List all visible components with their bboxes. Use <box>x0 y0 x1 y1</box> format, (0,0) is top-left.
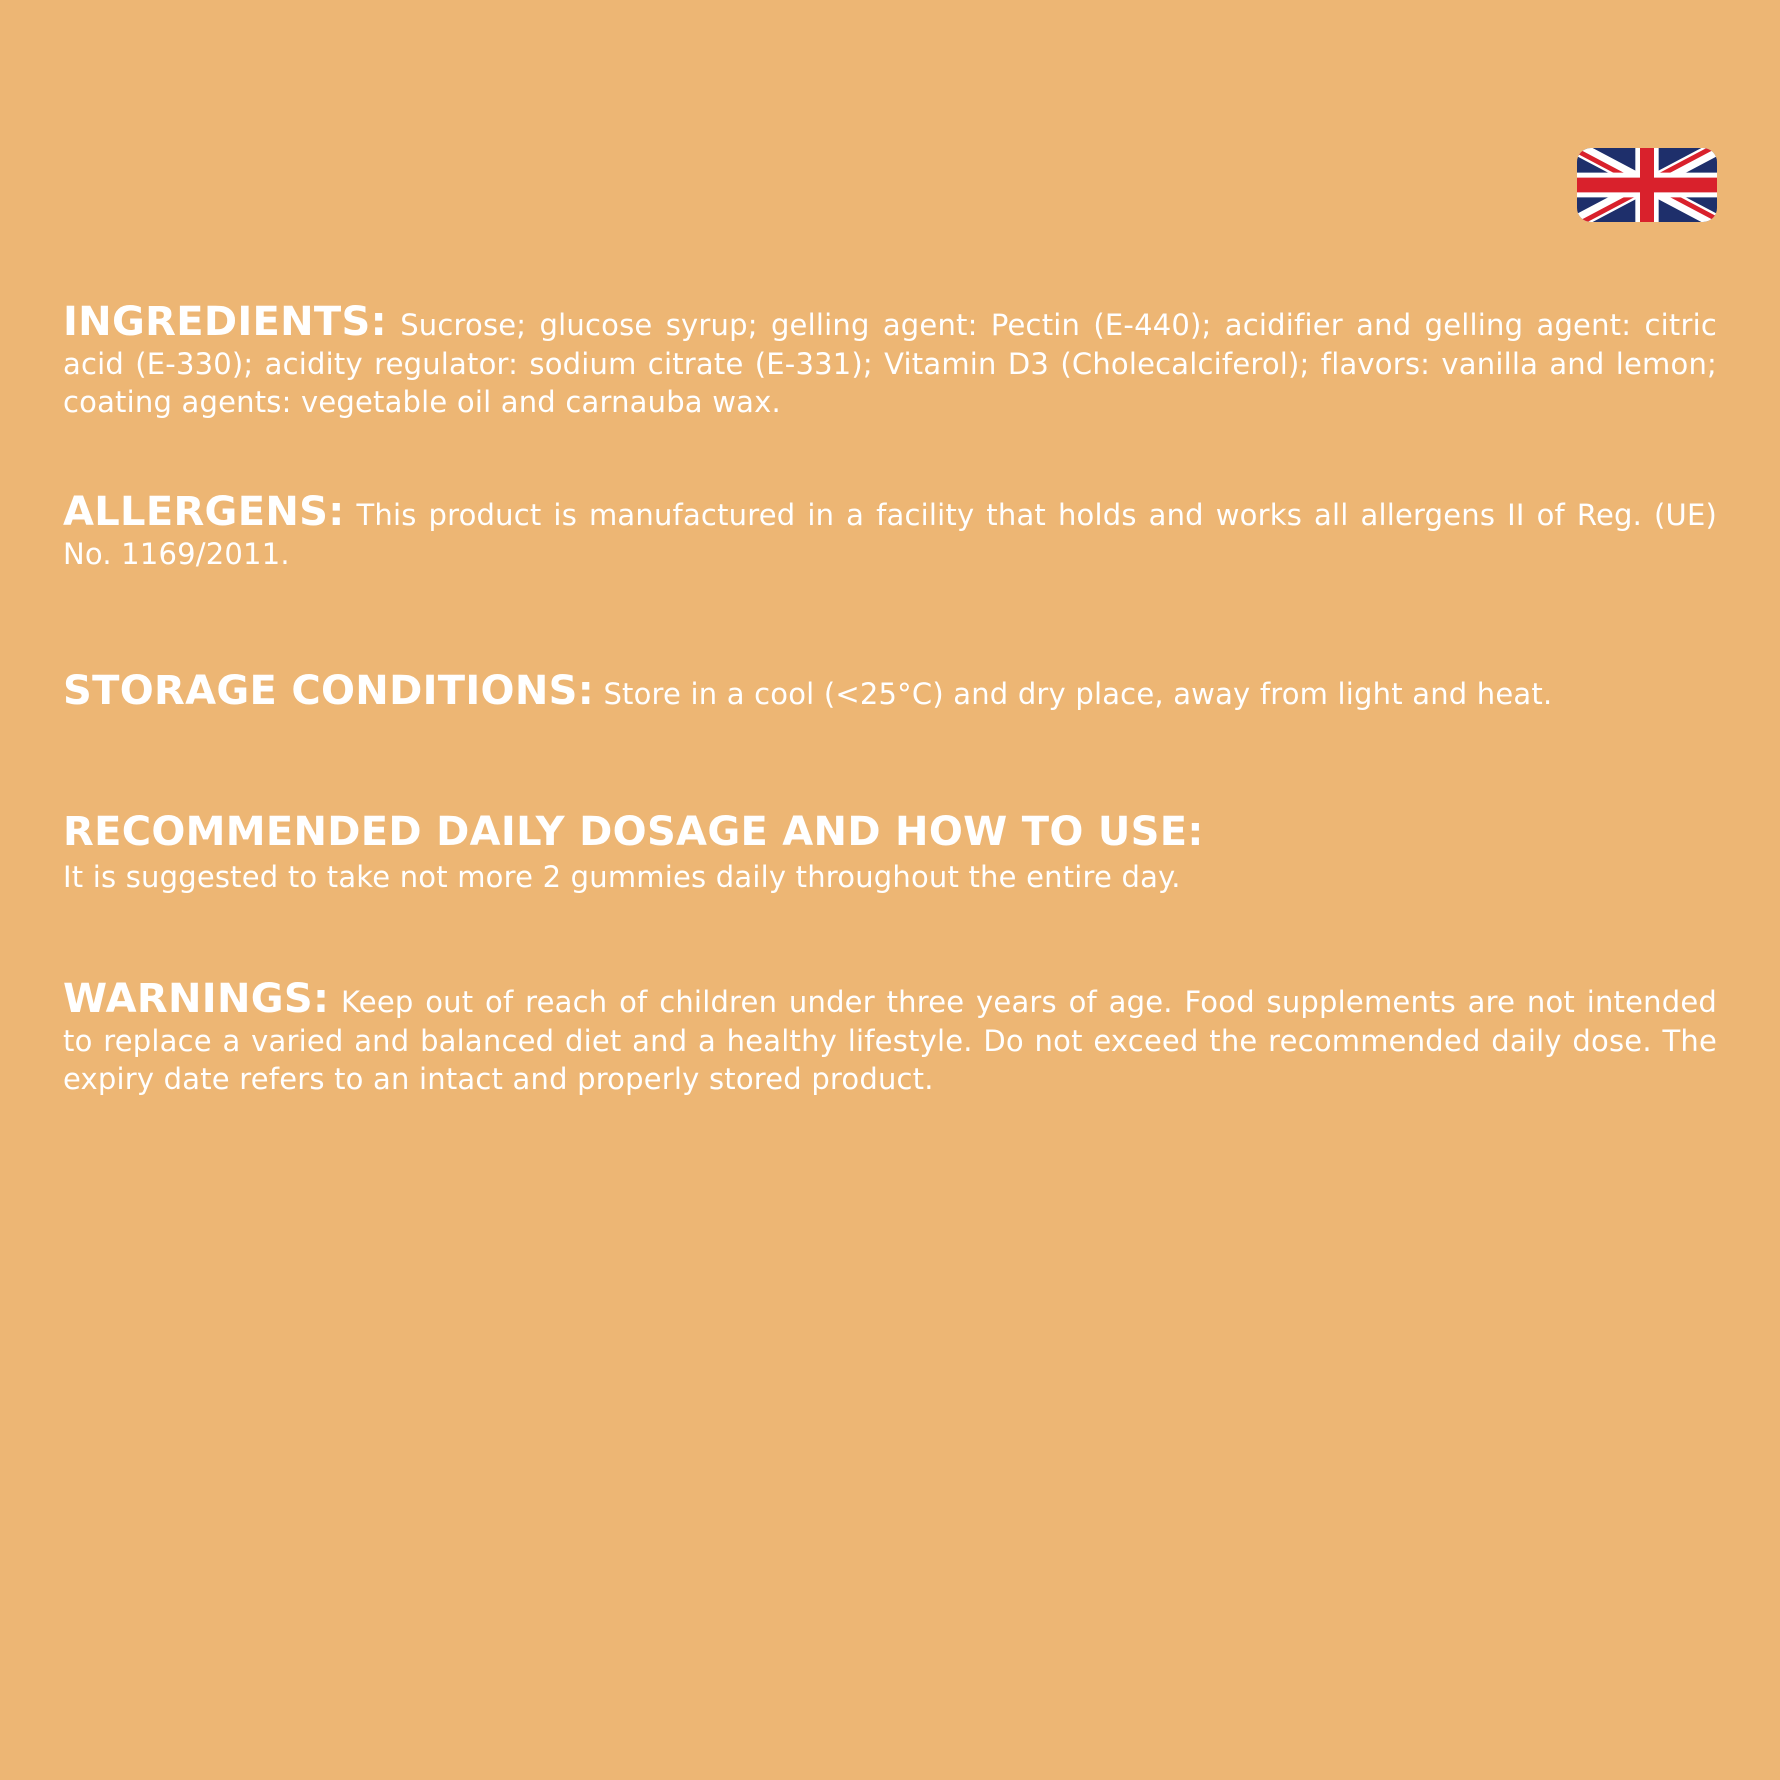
dosage-text: It is suggested to take not more 2 gummies daily throughout the entire day. <box>63 860 1181 894</box>
storage-heading: STORAGE CONDITIONS: <box>63 668 595 714</box>
warnings-heading: WARNINGS: <box>63 976 330 1022</box>
allergens-heading: ALLERGENS: <box>63 489 345 535</box>
dosage-heading: RECOMMENDED DAILY DOSAGE AND HOW TO USE: <box>63 809 1204 855</box>
allergens-text: This product is manufactured in a facility that holds and works all allergens II of Reg. (UE) No. 1169/2011. <box>63 498 1718 571</box>
storage-text: Store in a cool (<25°C) and dry place, away from light and heat. <box>603 677 1553 711</box>
storage-section <box>63 668 1717 714</box>
warnings-section <box>63 976 1718 1099</box>
ingredients-section <box>63 299 1717 422</box>
warnings-text: Keep out of reach of children under three years of age. Food supplements are not intended to replace a varied and balanced diet and a healthy lifestyle. Do not exceed the recommended daily dose. The expiry date refers to an intact and properly stored product. <box>63 985 1718 1096</box>
ingredients-text: Sucrose; glucose syrup; gelling agent: Pectin (E-440); acidifier and gelling agent: citric acid (E-330); acidity regulator: sodium citrate (E-331); Vitamin D3 (Cholecalciferol); flavors: vanilla and lemon; coating agents: vegetable oil and carnauba wax. <box>63 308 1717 419</box>
dosage-section <box>63 806 1717 897</box>
union-jack-flag-icon <box>1577 148 1717 222</box>
allergens-section <box>63 489 1718 573</box>
ingredients-heading: INGREDIENTS: <box>63 299 387 345</box>
